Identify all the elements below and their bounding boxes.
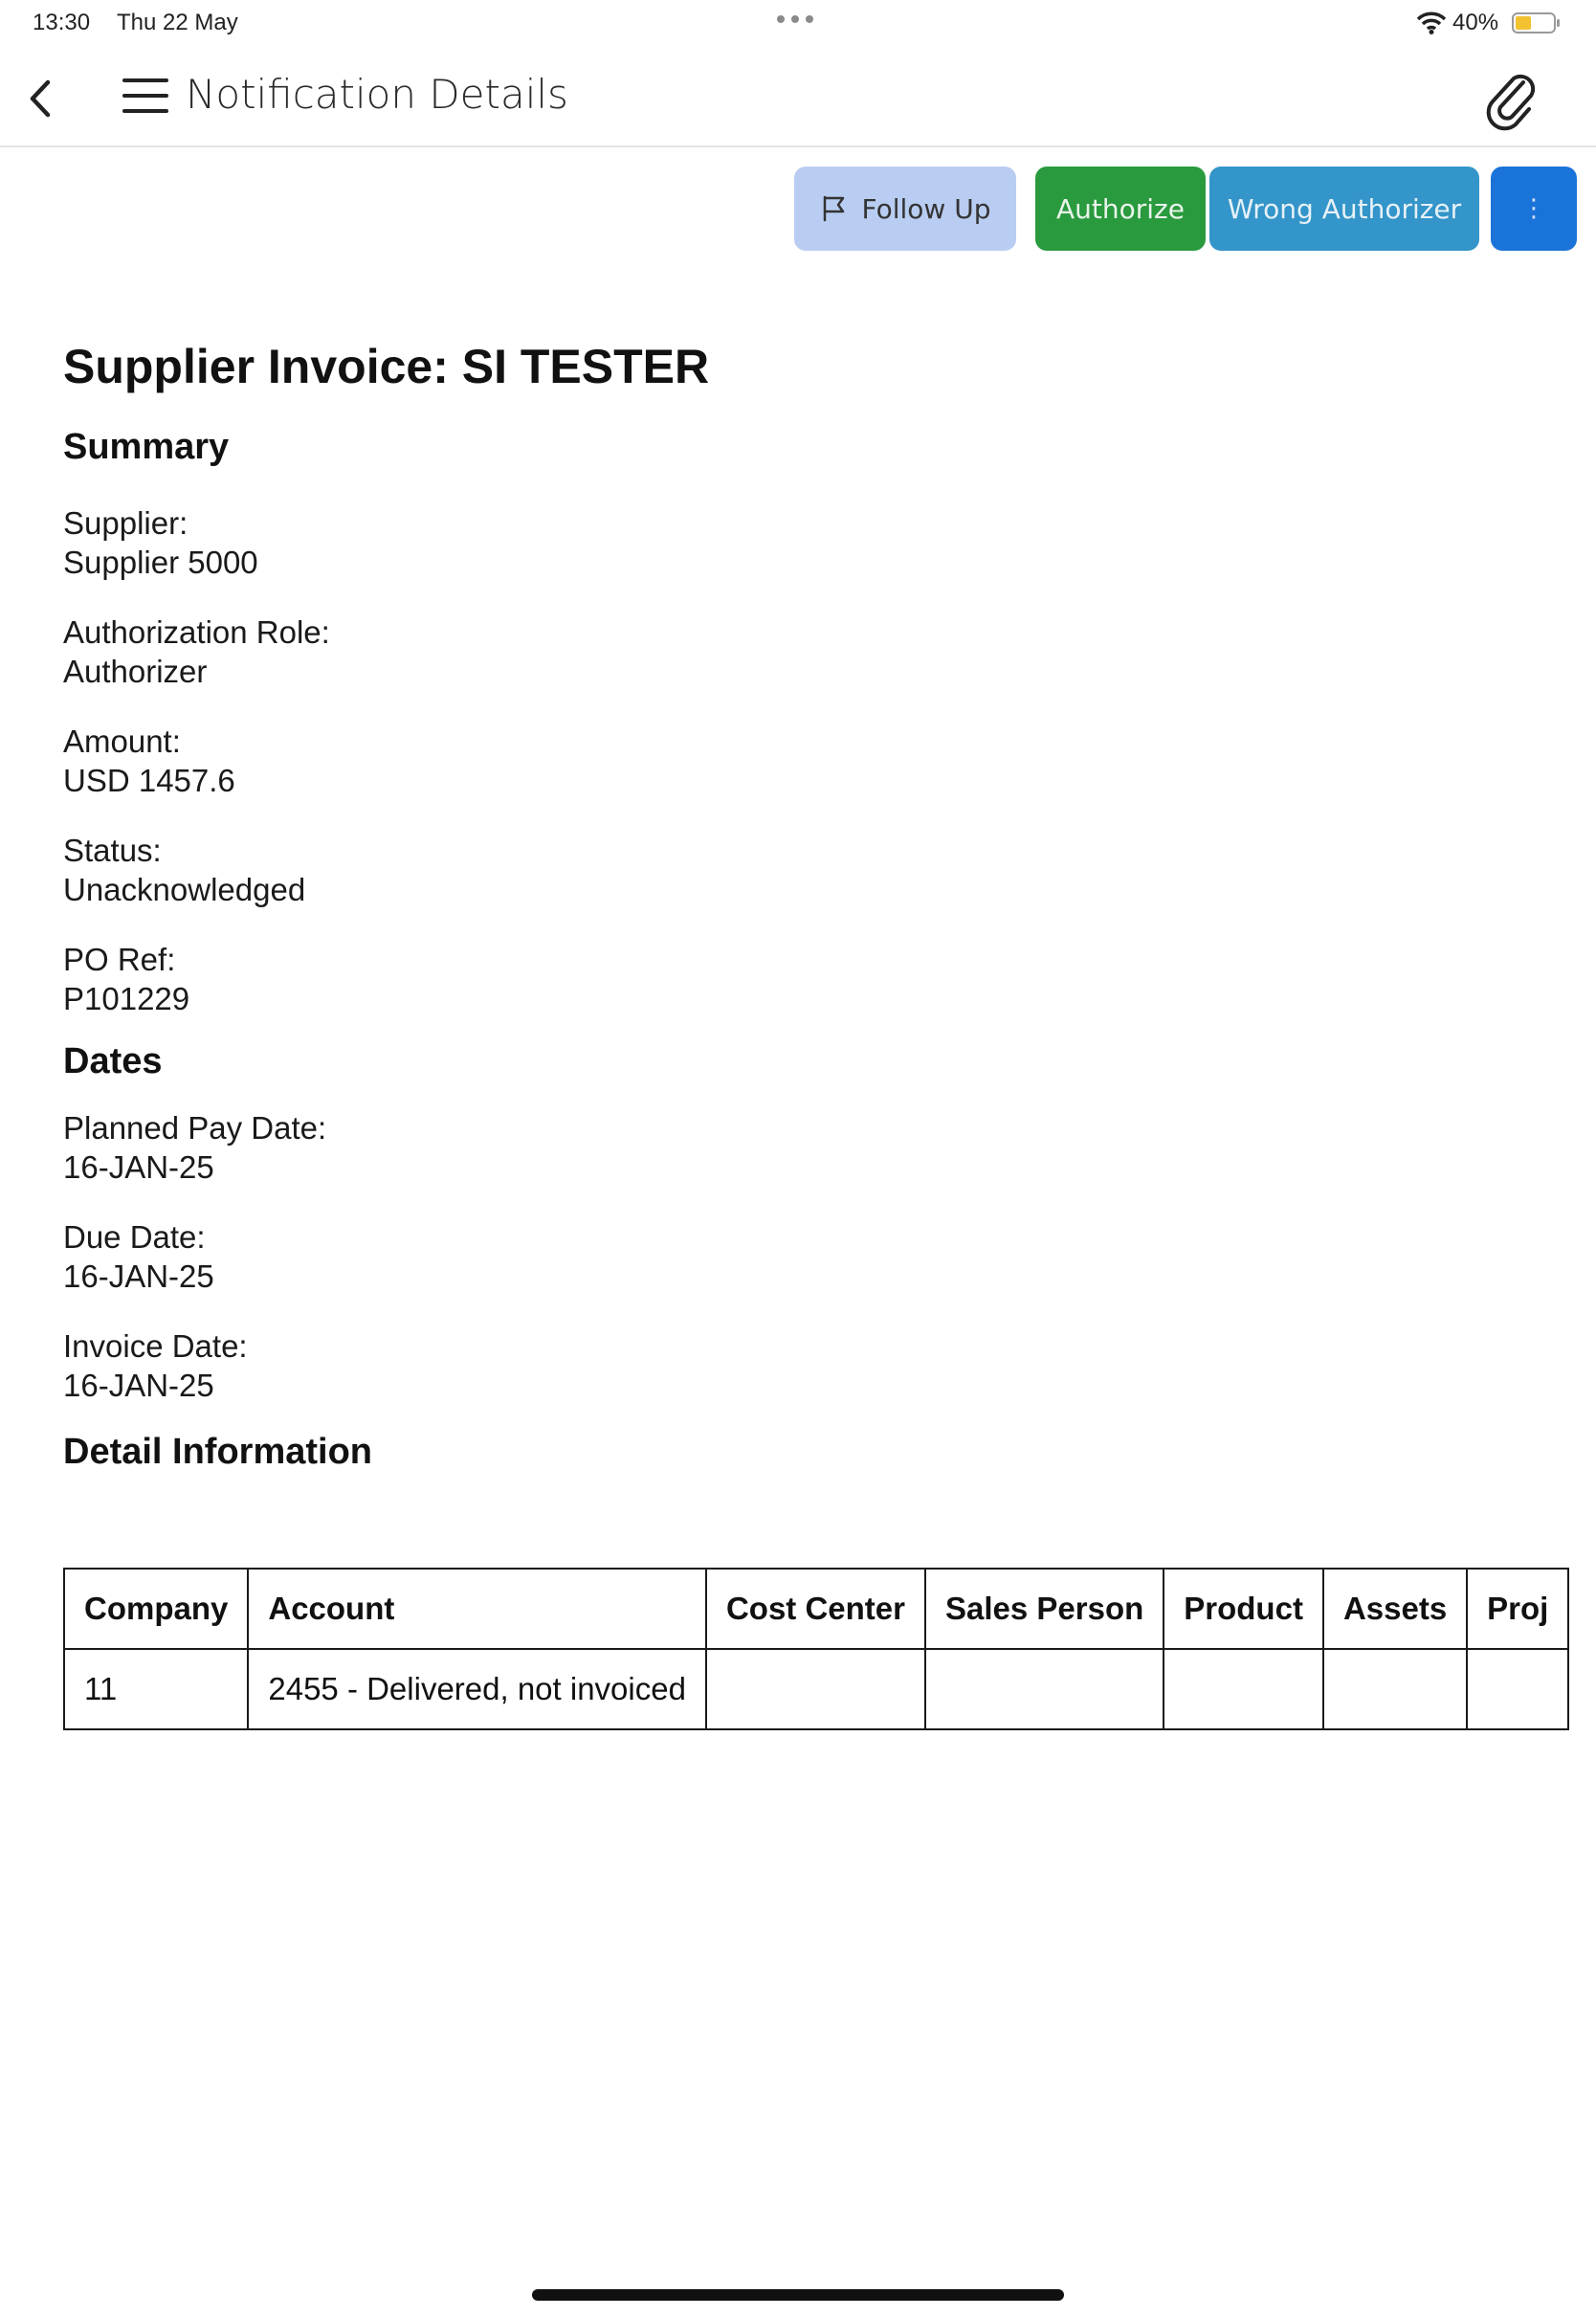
cell-company: 11 bbox=[64, 1649, 248, 1729]
navigation-bar bbox=[0, 50, 1596, 147]
page-header-title: Notification Details bbox=[186, 71, 568, 118]
amount-value: USD 1457.6 bbox=[63, 763, 235, 798]
planned-pay-date-value: 16-JAN-25 bbox=[63, 1149, 214, 1185]
column-header-cost-center[interactable]: Cost Center bbox=[706, 1569, 925, 1649]
authorization-role-field bbox=[63, 612, 1556, 691]
flag-icon bbox=[820, 194, 849, 223]
detail-table-scroll-container[interactable] bbox=[57, 1560, 1549, 1751]
po-ref-field bbox=[63, 940, 1556, 1018]
column-header-product[interactable]: Product bbox=[1164, 1569, 1323, 1649]
status-time: 13:30 bbox=[33, 10, 91, 35]
amount-field bbox=[63, 722, 1556, 800]
planned-pay-date-field bbox=[63, 1108, 1556, 1187]
status-value: Unacknowledged bbox=[63, 872, 306, 907]
detail-table bbox=[63, 1568, 1569, 1730]
po-ref-value: P101229 bbox=[63, 981, 190, 1016]
supplier-label: Supplier: bbox=[63, 505, 188, 541]
po-ref-label: PO Ref: bbox=[63, 942, 176, 977]
authorization-role-value: Authorizer bbox=[63, 654, 208, 689]
status-label: Status: bbox=[63, 833, 162, 868]
multitasking-dots-icon[interactable] bbox=[777, 15, 813, 23]
dates-heading: Dates bbox=[63, 1041, 163, 1081]
cell-sales-person bbox=[925, 1649, 1164, 1729]
supplier-field bbox=[63, 503, 1556, 582]
column-header-company[interactable]: Company bbox=[64, 1569, 248, 1649]
invoice-date-label: Invoice Date: bbox=[63, 1328, 248, 1364]
invoice-date-field bbox=[63, 1326, 1556, 1405]
planned-pay-date-label: Planned Pay Date: bbox=[63, 1110, 327, 1146]
detail-information-heading: Detail Information bbox=[63, 1432, 373, 1472]
due-date-field bbox=[63, 1217, 1556, 1296]
battery-percentage: 40% bbox=[1452, 10, 1499, 35]
column-header-account[interactable]: Account bbox=[248, 1569, 706, 1649]
authorization-role-label: Authorization Role: bbox=[63, 614, 330, 650]
cell-account: 2455 - Delivered, not invoiced bbox=[248, 1649, 706, 1729]
status-field bbox=[63, 831, 1556, 909]
status-bar bbox=[0, 0, 1596, 48]
cell-proj bbox=[1467, 1649, 1568, 1729]
cell-cost-center bbox=[706, 1649, 925, 1729]
supplier-value: Supplier 5000 bbox=[63, 545, 258, 580]
due-date-value: 16-JAN-25 bbox=[63, 1258, 214, 1294]
battery-icon bbox=[1512, 11, 1562, 34]
cell-assets bbox=[1323, 1649, 1467, 1729]
wrong-authorizer-button[interactable]: Wrong Authorizer bbox=[1209, 167, 1479, 251]
column-header-sales-person[interactable]: Sales Person bbox=[925, 1569, 1164, 1649]
wifi-icon bbox=[1416, 11, 1447, 34]
more-options-button[interactable]: ⋮ bbox=[1491, 167, 1577, 251]
notification-content bbox=[63, 335, 1556, 1476]
invoice-date-value: 16-JAN-25 bbox=[63, 1368, 214, 1403]
column-header-assets[interactable]: Assets bbox=[1323, 1569, 1467, 1649]
status-date: Thu 22 May bbox=[117, 10, 238, 35]
back-arrow-icon[interactable] bbox=[21, 75, 59, 122]
paperclip-icon[interactable] bbox=[1481, 67, 1539, 130]
follow-up-button[interactable] bbox=[794, 167, 1016, 251]
table-header-row bbox=[64, 1569, 1568, 1649]
authorize-button[interactable]: Authorize bbox=[1035, 167, 1206, 251]
hamburger-menu-icon[interactable] bbox=[122, 75, 168, 117]
summary-heading: Summary bbox=[63, 427, 230, 467]
page-title: Supplier Invoice: SI TESTER bbox=[63, 340, 710, 393]
amount-label: Amount: bbox=[63, 724, 181, 759]
column-header-proj[interactable]: Proj bbox=[1467, 1569, 1568, 1649]
table-row bbox=[64, 1649, 1568, 1729]
cell-product bbox=[1164, 1649, 1323, 1729]
due-date-label: Due Date: bbox=[63, 1219, 206, 1255]
home-indicator[interactable] bbox=[532, 2289, 1064, 2301]
follow-up-label: Follow Up bbox=[861, 192, 991, 225]
